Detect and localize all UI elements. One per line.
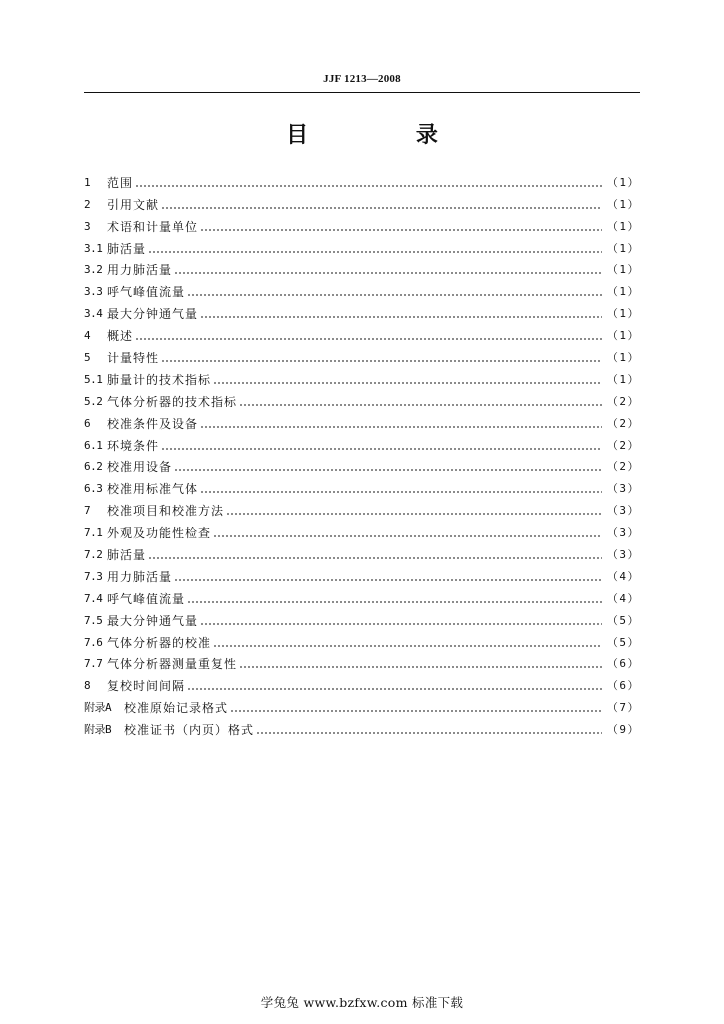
toc-entry-number: 7 [84, 504, 91, 518]
toc-leader-dots [213, 382, 602, 384]
toc-entry-label: 计量特性 [107, 351, 160, 366]
toc-entry-number: 7.3 [84, 569, 103, 583]
table-of-contents [84, 169, 640, 738]
toc-entry-number: 7.7 [84, 657, 103, 671]
toc-entry-label: 肺量计的技术指标 [107, 372, 212, 387]
toc-entry-page: （1） [606, 241, 640, 255]
toc-leader-dots [135, 338, 602, 340]
toc-entry-label: 校准项目和校准方法 [107, 504, 225, 519]
toc-entry-page: （7） [606, 701, 640, 715]
toc-entry-label: 肺活量 [107, 548, 147, 563]
toc-entry-number: 1 [84, 175, 91, 189]
toc-entry-number: 3.3 [84, 285, 103, 299]
toc-entry-number: 7.6 [84, 635, 103, 649]
toc-entry-page: （1） [606, 197, 640, 211]
toc-leader-dots [200, 623, 602, 625]
toc-entry-label: 引用文献 [107, 197, 160, 212]
toc-entry-page: （5） [606, 613, 640, 627]
toc-entry[interactable] [84, 322, 640, 344]
toc-leader-dots [200, 491, 602, 493]
toc-entry-page: （1） [606, 329, 640, 343]
toc-leader-dots [213, 645, 602, 647]
toc-entry[interactable] [84, 235, 640, 257]
toc-entry-number: 6 [84, 416, 91, 430]
toc-entry[interactable] [84, 475, 640, 497]
toc-entry[interactable] [84, 410, 640, 432]
toc-entry-page: （1） [606, 307, 640, 321]
toc-entry-label: 校准原始记录格式 [124, 701, 229, 716]
toc-entry[interactable] [84, 541, 640, 563]
toc-entry-label: 气体分析器测量重复性 [107, 657, 238, 672]
toc-entry-label: 校准条件及设备 [107, 416, 199, 431]
toc-entry-label: 复校时间间隔 [107, 679, 186, 694]
toc-entry-number: 附录B [84, 723, 112, 737]
toc-entry[interactable] [84, 497, 640, 519]
toc-leader-dots [213, 535, 602, 537]
toc-entry-page: （1） [606, 285, 640, 299]
toc-leader-dots [187, 601, 602, 603]
toc-entry[interactable] [84, 432, 640, 454]
toc-leader-dots [256, 732, 602, 734]
toc-title: 目 录 [286, 123, 488, 148]
toc-entry-label: 概述 [107, 329, 134, 344]
toc-entry-label: 外观及功能性检查 [107, 526, 212, 541]
toc-entry-label: 校准用设备 [107, 460, 173, 475]
toc-entry-appendix[interactable] [84, 694, 640, 716]
toc-entry-number: 7.2 [84, 548, 103, 562]
toc-entry-label: 最大分钟通气量 [107, 307, 199, 322]
toc-leader-dots [148, 251, 602, 253]
toc-entry-number: 6.2 [84, 460, 103, 474]
toc-entry-label: 气体分析器的技术指标 [107, 394, 238, 409]
toc-entry-page: （1） [606, 175, 640, 189]
toc-entry-page: （1） [606, 372, 640, 386]
toc-entry-page: （3） [606, 548, 640, 562]
toc-entry-page: （2） [606, 416, 640, 430]
toc-entry-label: 校准证书（内页）格式 [124, 723, 255, 738]
toc-entry-label: 范围 [107, 175, 134, 190]
toc-entry-number: 6.3 [84, 482, 103, 496]
document-code: JJF 1213—2008 [323, 73, 401, 85]
toc-entry-label: 用力肺活量 [107, 263, 173, 278]
toc-entry-page: （2） [606, 460, 640, 474]
toc-leader-dots [161, 448, 602, 450]
toc-entry-page: （2） [606, 394, 640, 408]
toc-entry-page: （9） [606, 723, 640, 737]
toc-leader-dots [148, 557, 602, 559]
toc-entry-page: （6） [606, 679, 640, 693]
toc-entry-page: （3） [606, 482, 640, 496]
toc-entry-label: 校准用标准气体 [107, 482, 199, 497]
toc-entry[interactable] [84, 519, 640, 541]
toc-entry-page: （3） [606, 504, 640, 518]
footer-watermark: 学兔兔 www.bzfxw.com 标准下载 [260, 995, 464, 1010]
toc-entry[interactable] [84, 629, 640, 651]
toc-entry[interactable] [84, 300, 640, 322]
toc-leader-dots [135, 185, 602, 187]
toc-entry[interactable] [84, 191, 640, 213]
toc-entry-page: （1） [606, 351, 640, 365]
toc-leader-dots [161, 360, 602, 362]
toc-entry-number: 5.2 [84, 394, 103, 408]
toc-entry-number: 3.2 [84, 263, 103, 277]
toc-entry[interactable] [84, 344, 640, 366]
toc-entry-number: 7.4 [84, 591, 103, 605]
toc-entry[interactable] [84, 651, 640, 673]
toc-entry-page: （5） [606, 635, 640, 649]
toc-entry[interactable] [84, 585, 640, 607]
toc-entry[interactable] [84, 366, 640, 388]
toc-entry-label: 呼气峰值流量 [107, 285, 186, 300]
toc-entry-label: 呼气峰值流量 [107, 591, 186, 606]
toc-entry-page: （4） [606, 569, 640, 583]
toc-entry-number: 3.4 [84, 307, 103, 321]
toc-entry[interactable] [84, 278, 640, 300]
toc-leader-dots [200, 229, 602, 231]
toc-leader-dots [230, 710, 602, 712]
toc-entry-label: 术语和计量单位 [107, 219, 199, 234]
toc-entry-label: 最大分钟通气量 [107, 613, 199, 628]
toc-leader-dots [239, 666, 602, 668]
toc-entry-number: 3.1 [84, 241, 103, 255]
toc-entry-number: 5 [84, 351, 91, 365]
toc-leader-dots [174, 579, 602, 581]
toc-entry[interactable] [84, 213, 640, 235]
toc-entry-label: 用力肺活量 [107, 569, 173, 584]
toc-entry-number: 3 [84, 219, 91, 233]
toc-entry-label: 肺活量 [107, 241, 147, 256]
toc-entry-page: （1） [606, 219, 640, 233]
toc-entry-label: 环境条件 [107, 438, 160, 453]
toc-entry-number: 2 [84, 197, 91, 211]
toc-entry-label: 气体分析器的校准 [107, 635, 212, 650]
toc-leader-dots [174, 469, 602, 471]
toc-entry-page: （3） [606, 526, 640, 540]
toc-entry-page: （6） [606, 657, 640, 671]
toc-leader-dots [161, 207, 602, 209]
toc-entry-number: 8 [84, 679, 91, 693]
toc-entry-number: 7.5 [84, 613, 103, 627]
toc-entry-number: 7.1 [84, 526, 103, 540]
toc-leader-dots [200, 316, 602, 318]
toc-leader-dots [187, 294, 602, 296]
toc-entry[interactable] [84, 388, 640, 410]
toc-entry[interactable] [84, 169, 640, 191]
toc-entry[interactable] [84, 563, 640, 585]
toc-entry-page: （2） [606, 438, 640, 452]
toc-leader-dots [187, 688, 602, 690]
toc-leader-dots [174, 272, 602, 274]
toc-entry-appendix[interactable] [84, 716, 640, 738]
toc-entry-page: （1） [606, 263, 640, 277]
toc-entry-number: 附录A [84, 701, 112, 715]
toc-entry[interactable] [84, 257, 640, 279]
toc-leader-dots [200, 426, 602, 428]
toc-entry-number: 6.1 [84, 438, 103, 452]
toc-entry-number: 4 [84, 329, 91, 343]
toc-entry[interactable] [84, 607, 640, 629]
toc-entry-page: （4） [606, 591, 640, 605]
toc-leader-dots [226, 513, 602, 515]
toc-entry-number: 5.1 [84, 372, 103, 386]
header-divider [84, 92, 640, 93]
toc-entry[interactable] [84, 454, 640, 476]
toc-entry[interactable] [84, 672, 640, 694]
toc-leader-dots [239, 404, 602, 406]
